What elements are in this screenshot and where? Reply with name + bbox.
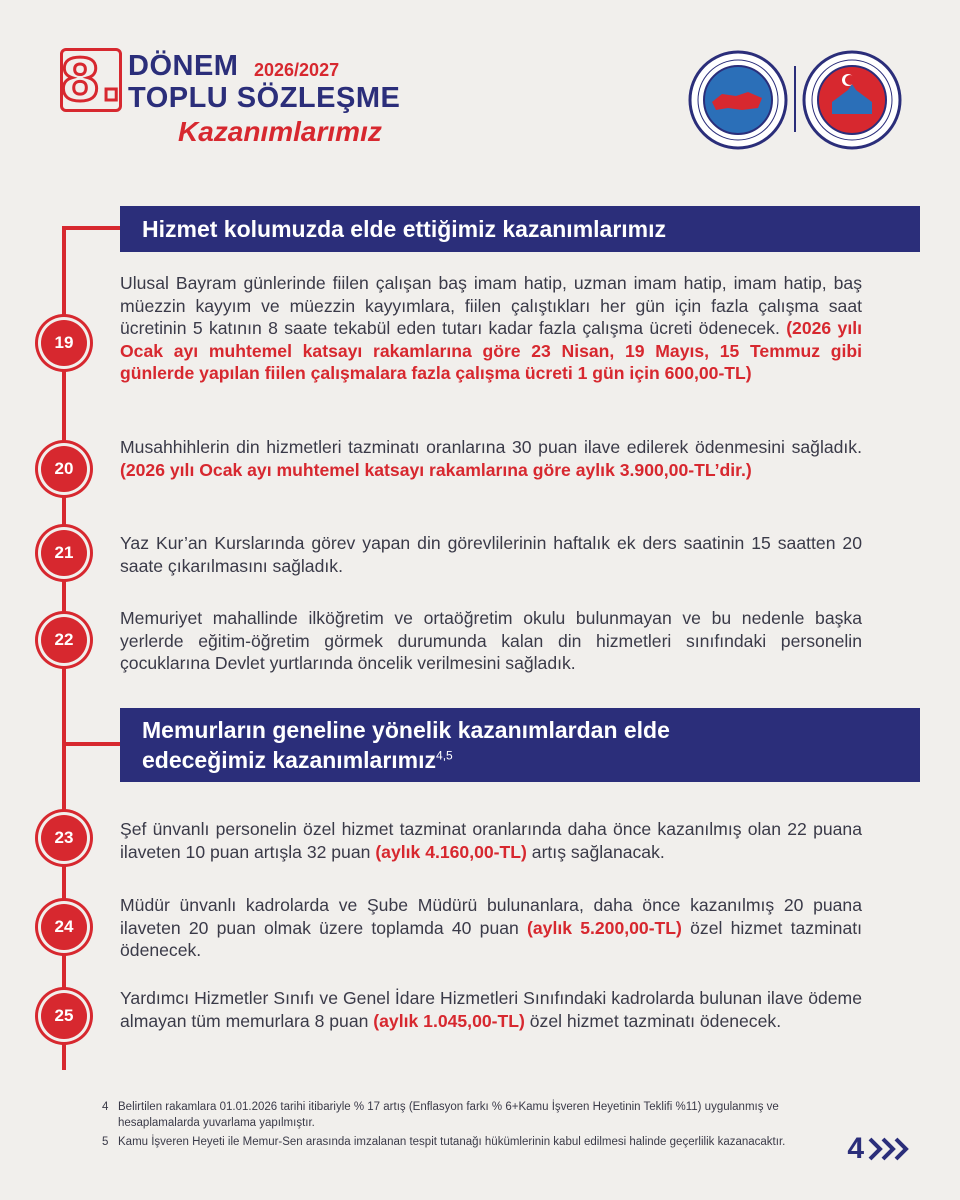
item-19-text: [120, 272, 862, 385]
item-number-badge: 20: [41, 446, 87, 492]
item-highlight: (2026 yılı Ocak ayı muhtemel katsayı rakamlarına göre 23 Nisan, 19 Mayıs, 15 Temmuz gibi günlerde yapılan fiilen çalışmalara fazla çalışma ücreti 1 gün için 600,00-TL): [120, 318, 862, 383]
union-emblems: [688, 50, 902, 150]
page-number: 4: [847, 1132, 864, 1165]
section-header-service: [120, 206, 920, 252]
item-text: Musahhihlerin din hizmetleri tazminatı oranlarına 30 puan ilave edilerek ödenmesini sağladık.: [120, 437, 862, 457]
edition-number: 8.: [59, 46, 123, 114]
item-text: Ulusal Bayram günlerinde fiilen çalışan baş imam hatip, uzman imam hatip, imam hatip, baş müezzin kayyım ve müezzin kayyımlara, fiilen çalıştıkları her gün için fazla çalışma saat ücretinin 5 katının 8 saate tekabül eden tutarı kadar fazla çalışma ücreti ödenecek.: [120, 273, 862, 338]
emblem-divider: [794, 66, 796, 132]
header-logo: [58, 48, 478, 158]
diyanet-sen-emblem-icon: [802, 50, 902, 150]
item-21-text: [120, 532, 862, 577]
footnote-text: Kamu İşveren Heyeti ile Memur-Sen arasında imzalanan tespit tutanağı hükümlerinin kabul edilmesi halinde geçerlilik kazanacaktır.: [118, 1136, 786, 1148]
section-title-footnote-ref: 4,5: [436, 748, 453, 763]
footnote-text: Belirtilen rakamlara 01.01.2026 tarihi itibariyle % 17 artış (Enflasyon farkı % 6+Kamu İşveren Heyetinin Teklifi %11) uygulanmış ve hesaplamalarda yuvarlama yapılmıştır.: [118, 1101, 779, 1129]
memur-sen-emblem-icon: [688, 50, 788, 150]
item-highlight: (aylık 5.200,00-TL): [527, 917, 682, 938]
item-22-text: [120, 607, 862, 675]
item-25-text: [120, 987, 862, 1032]
item-text-end: artış sağlanacak.: [526, 841, 665, 862]
timeline-connector: [62, 226, 120, 230]
item-number-badge: 24: [41, 904, 87, 950]
item-number-badge: 21: [41, 530, 87, 576]
item-number-badge: 22: [41, 617, 87, 663]
item-highlight: (aylık 4.160,00-TL): [375, 841, 527, 862]
item-text: Yaz Kur’an Kurslarında görev yapan din görevlilerinin haftalık ek ders saatinin 15 saatten 20 saate çıkarılmasını sağladık.: [120, 533, 862, 576]
footnote: [102, 1099, 798, 1131]
item-23-text: [120, 818, 862, 863]
footnote-number: 5: [102, 1136, 109, 1148]
item-24-text: [120, 894, 862, 962]
item-text-end: özel hizmet tazminatı ödenecek.: [524, 1010, 782, 1031]
section-title: Hizmet kolumuzda elde ettiğimiz kazanımlarımız: [142, 215, 667, 242]
term-label: DÖNEM: [128, 50, 239, 82]
page-indicator[interactable]: [847, 1132, 910, 1166]
section-title-line-2: edeceğimiz kazanımlarımız: [142, 747, 437, 773]
item-text: Memuriyet mahallinde ilköğretim ve ortaöğretim okulu bulunmayan ve bu nedenle başka yerlerde eğitim-öğretim görmek durumunda kalan din hizmetleri sınıfındaki personelin çocuklarına Devlet yurtlarında öncelik verilmesini sağladık.: [120, 608, 862, 673]
item-highlight: (2026 yılı Ocak ayı muhtemel katsayı rakamlarına göre aylık 3.900,00-TL’dir.): [120, 459, 752, 480]
header-tagline: Kazanımlarımız: [178, 116, 382, 147]
item-highlight: (aylık 1.045,00-TL): [373, 1010, 525, 1031]
section-title-line-1: Memurların geneline yönelik kazanımlardan elde: [142, 717, 670, 743]
triple-chevron-right-icon[interactable]: [868, 1136, 910, 1162]
item-text-end: özel hizmet tazminatı ödenecek.: [120, 917, 863, 960]
item-text: Yardımcı Hizmetler Sınıfı ve Genel İdare Hizmetleri Sınıfındaki kadrolarda bulunan ilave ödeme almayan tüm memurlara 8 puan: [120, 988, 862, 1031]
item-number-badge: 23: [41, 815, 87, 861]
section-header-general: [120, 708, 920, 782]
item-number-badge: 25: [41, 993, 87, 1039]
timeline-connector: [62, 742, 120, 746]
item-text: Müdür ünvanlı kadrolarda ve Şube Müdürü bulunanlara, daha önce kazanılmış 20 puana ilaveten 20 puan olmak üzere toplamda 40 puan: [120, 895, 862, 938]
footnote-number: 4: [102, 1101, 109, 1113]
item-20-text: [120, 436, 862, 481]
header-subtitle: TOPLU SÖZLEŞME: [128, 82, 401, 114]
footnote: [102, 1134, 798, 1150]
term-years: 2026/2027: [254, 60, 340, 80]
item-text: Şef ünvanlı personelin özel hizmet tazminat oranlarında daha önce kazanılmış olan 22 puana ilaveten 10 puan artışla 32 puan: [120, 819, 862, 862]
item-number-badge: 19: [41, 320, 87, 366]
